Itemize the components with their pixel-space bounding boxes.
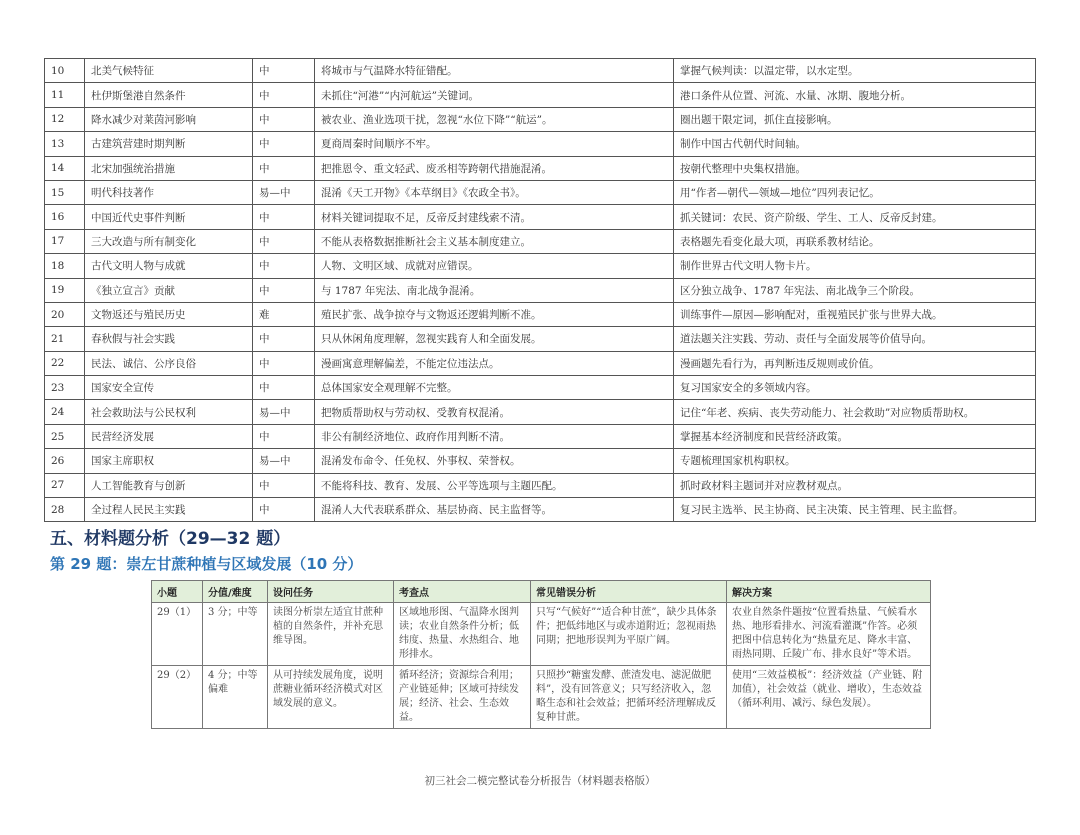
- table-row: [152, 603, 931, 666]
- table-cell: 17: [45, 229, 85, 253]
- table-cell: 材料关键词提取不足，反帝反封建线索不清。: [315, 205, 674, 229]
- table-cell: 中: [253, 424, 315, 448]
- table-cell: 14: [45, 156, 85, 180]
- table-cell: 25: [45, 424, 85, 448]
- question-heading: 第 29 题：崇左甘蔗种植与区域发展（10 分）: [50, 555, 363, 573]
- table-row: [45, 229, 1036, 253]
- table-cell: 国家安全宣传: [85, 376, 253, 400]
- table-cell: 混淆《天工开物》《本草纲目》《农政全书》。: [315, 180, 674, 204]
- table-cell: 漫画寓意理解偏差，不能定位违法点。: [315, 351, 674, 375]
- table-cell: 复习国家安全的多领域内容。: [674, 376, 1036, 400]
- table-cell: 区域地形图、气温降水图判读；农业自然条件分析；低纬度、热量、水热组合、地形排水。: [394, 603, 531, 666]
- table-cell: 中: [253, 59, 315, 83]
- table-cell: 23: [45, 376, 85, 400]
- table-cell: 社会救助法与公民权利: [85, 400, 253, 424]
- table-cell: 古建筑营建时期判断: [85, 132, 253, 156]
- table-cell: 把推恩令、重文轻武、废丞相等跨朝代措施混淆。: [315, 156, 674, 180]
- table-cell: 降水减少对莱茵河影响: [85, 107, 253, 131]
- table-cell: 难: [253, 302, 315, 326]
- table-row: [45, 132, 1036, 156]
- table-cell: 10: [45, 59, 85, 83]
- table-row: [45, 376, 1036, 400]
- table-cell: 按朝代整理中央集权措施。: [674, 156, 1036, 180]
- table-cell: 中: [253, 83, 315, 107]
- table-cell: 把物质帮助权与劳动权、受教育权混淆。: [315, 400, 674, 424]
- table-cell: 民法、诚信、公序良俗: [85, 351, 253, 375]
- table-cell: 掌握基本经济制度和民营经济政策。: [674, 424, 1036, 448]
- table-cell: 杜伊斯堡港自然条件: [85, 83, 253, 107]
- table-cell: 22: [45, 351, 85, 375]
- table-cell: 圈出题干限定词，抓住直接影响。: [674, 107, 1036, 131]
- table-cell: 漫画题先看行为，再判断违反规则或价值。: [674, 351, 1036, 375]
- table-row: [152, 666, 931, 729]
- table-row: [45, 473, 1036, 497]
- table-row: [45, 449, 1036, 473]
- table-row: [45, 254, 1036, 278]
- table-cell: 中: [253, 254, 315, 278]
- table-cell: 港口条件从位置、河流、水量、冰期、腹地分析。: [674, 83, 1036, 107]
- table-cell: 古代文明人物与成就: [85, 254, 253, 278]
- table-cell: 与 1787 年宪法、南北战争混淆。: [315, 278, 674, 302]
- table-cell: 不能将科技、教育、发展、公平等选项与主题匹配。: [315, 473, 674, 497]
- table-row: [45, 205, 1036, 229]
- table-cell: 春秋假与社会实践: [85, 327, 253, 351]
- table-cell: 抓关键词：农民、资产阶级、学生、工人、反帝反封建。: [674, 205, 1036, 229]
- table-row: [45, 180, 1036, 204]
- table-cell: 27: [45, 473, 85, 497]
- table-cell: 被农业、渔业选项干扰，忽视“水位下降”“航运”。: [315, 107, 674, 131]
- table-cell: 训练事件—原因—影响配对，重视殖民扩张与世界大战。: [674, 302, 1036, 326]
- table-row: [45, 327, 1036, 351]
- table-cell: 夏商周秦时间顺序不牢。: [315, 132, 674, 156]
- table-cell: 12: [45, 107, 85, 131]
- table-row: [45, 400, 1036, 424]
- table-cell: 道法题关注实践、劳动、责任与全面发展等价值导向。: [674, 327, 1036, 351]
- table-cell: 15: [45, 180, 85, 204]
- table-cell: 易—中: [253, 400, 315, 424]
- table-cell: 表格题先看变化最大项，再联系教材结论。: [674, 229, 1036, 253]
- table-cell: 24: [45, 400, 85, 424]
- table-cell: 16: [45, 205, 85, 229]
- material-question-table: [151, 580, 931, 729]
- table-cell: 中: [253, 132, 315, 156]
- table-cell: 混淆发布命令、任免权、外事权、荣誉权。: [315, 449, 674, 473]
- table-cell: 三大改造与所有制变化: [85, 229, 253, 253]
- table-cell: 北美气候特征: [85, 59, 253, 83]
- table-cell: 中: [253, 498, 315, 522]
- table-header-row: [152, 581, 931, 603]
- table-cell: 制作世界古代文明人物卡片。: [674, 254, 1036, 278]
- table-cell: 记住“年老、疾病、丧失劳动能力、社会救助”对应物质帮助权。: [674, 400, 1036, 424]
- section-heading: 五、材料题分析（29—32 题）: [50, 529, 291, 549]
- table-cell: 殖民扩张、战争掠夺与文物返还逻辑判断不准。: [315, 302, 674, 326]
- table-cell: 3 分；中等: [203, 603, 268, 666]
- table-cell: 26: [45, 449, 85, 473]
- table-cell: 总体国家安全观理解不完整。: [315, 376, 674, 400]
- table-cell: 抓时政材料主题词并对应教材观点。: [674, 473, 1036, 497]
- table-cell: 28: [45, 498, 85, 522]
- table-row: [45, 83, 1036, 107]
- table-row: [45, 278, 1036, 302]
- table-cell: 20: [45, 302, 85, 326]
- table-cell: 18: [45, 254, 85, 278]
- table-cell: 中: [253, 351, 315, 375]
- table-cell: 掌握气候判读：以温定带，以水定型。: [674, 59, 1036, 83]
- table-cell: 13: [45, 132, 85, 156]
- table-row: [45, 498, 1036, 522]
- table-cell: 国家主席职权: [85, 449, 253, 473]
- column-header: 解决方案: [727, 581, 931, 603]
- table-cell: 21: [45, 327, 85, 351]
- table-cell: 中: [253, 205, 315, 229]
- table-cell: 中: [253, 229, 315, 253]
- table-row: [45, 107, 1036, 131]
- page-footer: 初三社会二模完整试卷分析报告（材料题表格版）: [424, 775, 656, 787]
- table-cell: 不能从表格数据推断社会主义基本制度建立。: [315, 229, 674, 253]
- table-cell: 读图分析崇左适宜甘蔗种植的自然条件，并补充思维导图。: [268, 603, 394, 666]
- table-cell: 将城市与气温降水特征错配。: [315, 59, 674, 83]
- table-cell: 只从休闲角度理解，忽视实践育人和全面发展。: [315, 327, 674, 351]
- table-cell: 从可持续发展角度，说明蔗糖业循环经济模式对区域发展的意义。: [268, 666, 394, 729]
- table-cell: 只照抄“糖蜜发酵、蔗渣发电、滤泥做肥料”，没有回答意义；只写经济收入，忽略生态和社会效益；把循环经济理解成反复种甘蔗。: [531, 666, 727, 729]
- table-cell: 制作中国古代朝代时间轴。: [674, 132, 1036, 156]
- table-cell: 农业自然条件题按“位置看热量、气候看水热、地形看排水、河流看灌溉”作答。必须把图中信息转化为“热量充足、降水丰富、雨热同期、丘陵广布、排水良好”等术语。: [727, 603, 931, 666]
- table-cell: 复习民主选举、民主协商、民主决策、民主管理、民主监督。: [674, 498, 1036, 522]
- table-cell: 中: [253, 473, 315, 497]
- table-cell: 中: [253, 278, 315, 302]
- table-cell: 人物、文明区域、成就对应错误。: [315, 254, 674, 278]
- table-cell: 易—中: [253, 180, 315, 204]
- table-row: [45, 302, 1036, 326]
- column-header: 常见错误分析: [531, 581, 727, 603]
- table-cell: 《独立宣言》贡献: [85, 278, 253, 302]
- table-cell: 非公有制经济地位、政府作用判断不清。: [315, 424, 674, 448]
- table-row: [45, 156, 1036, 180]
- table-cell: 区分独立战争、1787 年宪法、南北战争三个阶段。: [674, 278, 1036, 302]
- table-cell: 中: [253, 107, 315, 131]
- table-cell: 易—中: [253, 449, 315, 473]
- column-header: 考查点: [394, 581, 531, 603]
- table-cell: 29（2）: [152, 666, 203, 729]
- table-cell: 专题梳理国家机构职权。: [674, 449, 1036, 473]
- table-cell: 明代科技著作: [85, 180, 253, 204]
- table-cell: 混淆人大代表联系群众、基层协商、民主监督等。: [315, 498, 674, 522]
- table-cell: 全过程人民民主实践: [85, 498, 253, 522]
- table-cell: 使用“三效益模板”：经济效益（产业链、附加值），社会效益（就业、增收），生态效益（循环利用、减污、绿色发展）。: [727, 666, 931, 729]
- table-cell: 人工智能教育与创新: [85, 473, 253, 497]
- column-header: 小题: [152, 581, 203, 603]
- table-cell: 29（1）: [152, 603, 203, 666]
- table-cell: 只写“气候好”“适合种甘蔗”，缺少具体条件；把低纬地区与或赤道附近；忽视雨热同期；把地形误判为平原广阔。: [531, 603, 727, 666]
- table-cell: 北宋加强统治措施: [85, 156, 253, 180]
- table-cell: 4 分；中等偏难: [203, 666, 268, 729]
- table-row: [45, 59, 1036, 83]
- table-cell: 循环经济；资源综合利用；产业链延伸；区域可持续发展；经济、社会、生态效益。: [394, 666, 531, 729]
- error-analysis-table: [44, 58, 1036, 522]
- column-header: 设问任务: [268, 581, 394, 603]
- table-cell: 19: [45, 278, 85, 302]
- table-cell: 中: [253, 327, 315, 351]
- table-cell: 中国近代史事件判断: [85, 205, 253, 229]
- table-cell: 文物返还与殖民历史: [85, 302, 253, 326]
- table-cell: 中: [253, 376, 315, 400]
- table-cell: 11: [45, 83, 85, 107]
- table-row: [45, 351, 1036, 375]
- column-header: 分值/难度: [203, 581, 268, 603]
- table-row: [45, 424, 1036, 448]
- table-cell: 民营经济发展: [85, 424, 253, 448]
- table-cell: 未抓住“河港”“内河航运”关键词。: [315, 83, 674, 107]
- table-cell: 用“作者—朝代—领域—地位”四列表记忆。: [674, 180, 1036, 204]
- table-cell: 中: [253, 156, 315, 180]
